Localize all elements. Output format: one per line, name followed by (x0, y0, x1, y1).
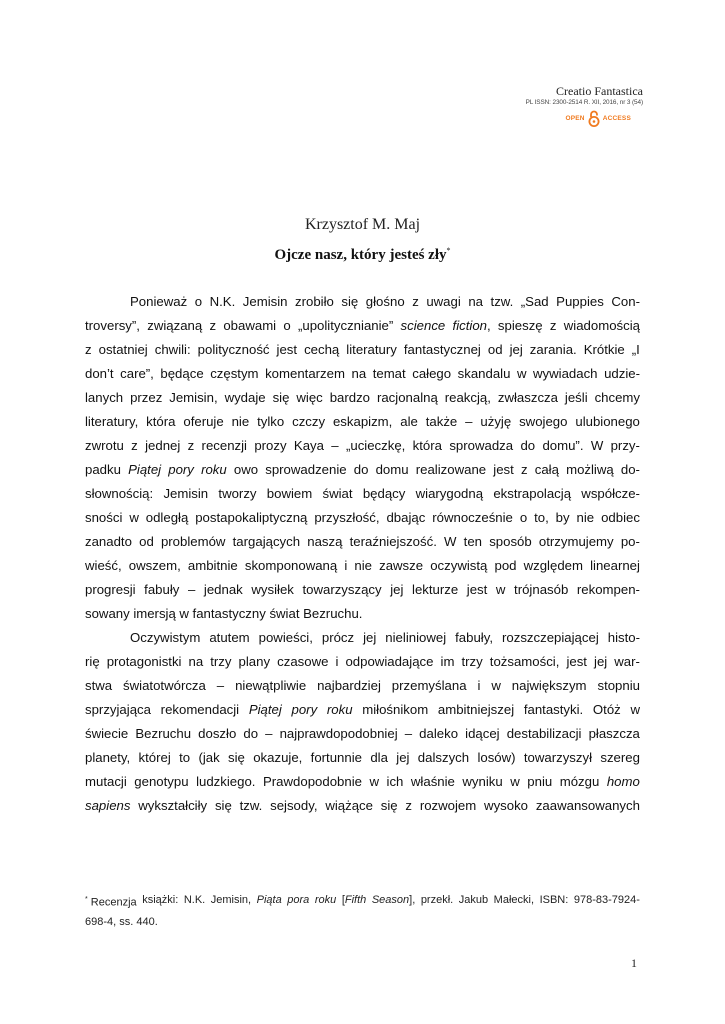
body-line: troversy”, związaną z obawami o „upolitycznianie” science fiction, spieszę z wiadomością (85, 318, 640, 333)
open-access-lock-icon (588, 110, 600, 127)
open-label: OPEN (565, 115, 585, 122)
footnote (85, 889, 640, 933)
body-line: świecie Bezruchu doszło do – najprawdopodobniej – daleko idącej destabilizacji płaszcza (85, 726, 640, 741)
article-title (0, 246, 725, 264)
body-line: stwa światotwórcza – niewątpliwie najbardziej przemyślana i w największym stopniu (85, 678, 640, 693)
body-line: słownością: Jemisin tworzy bowiem świat będący wiarygodną ekstrapolacją współcze- (85, 486, 640, 501)
body-line: progresji fabuły – jednak wysiłek towarzyszący jej lekturze jest w trójnasób rekompen- (85, 582, 640, 597)
footnote-line: * Recenzja książki: N.K. Jemisin, Piąta pora roku [Fifth Season], przekł. Jakub Małecki, ISBN: 978-83-7924- (85, 894, 640, 909)
body-line: sności w odległą postapokaliptyczną przyszłość, dbając równocześnie o to, by nie odbiec (85, 510, 640, 525)
article-body (85, 290, 640, 818)
open-access-badge[interactable] (526, 110, 643, 127)
footnote-line (85, 911, 640, 933)
footnote-text: 698-4, ss. 440. (85, 916, 158, 928)
body-line: sowany imersją w fantastyczny świat Bezruchu. (85, 606, 363, 621)
article-title-text: Ojcze nasz, który jesteś zły (274, 247, 447, 263)
body-line: wieść, owszem, ambitnie skomponowaną i nie zawsze oczywistą pod względem linearnej (85, 558, 640, 573)
body-line: planety, której to (jak się okazuje, fortunnie dla jej dalszych losów) towarzyszył szereg (85, 750, 640, 765)
body-line: lanych przez Jemisin, wydaje się więc bardzo racjonalną reakcją, zwłaszcza jeśli chcemy (85, 390, 640, 405)
page-number: 1 (631, 956, 637, 970)
body-line: padku Piątej pory roku owo sprowadzenie do domu realizowane jest z całą możliwą do- (85, 462, 640, 477)
body-line: Oczywistym atutem powieści, prócz jej nieliniowej fabuły, rozszczepiającej histo- (130, 630, 640, 645)
article-author: Krzysztof M. Maj (304, 216, 421, 233)
footnote-marker: * (85, 896, 88, 903)
body-line: Ponieważ o N.K. Jemisin zrobiło się głośno z uwagi na tzw. „Sad Puppies Con- (130, 294, 640, 309)
journal-title: Creatio Fantastica (556, 84, 643, 98)
title-footnote-marker[interactable]: * (446, 246, 451, 255)
body-line: zanadto od problemów targających naszą teraźniejszość. W ten sposób otrzymujemy po- (85, 534, 640, 549)
journal-issn: PL ISSN: 2300-2514 R. XII, 2016, nr 3 (54) (525, 99, 643, 106)
body-line: rię protagonistki na trzy plany czasowe i odpowiadające im trzy tożsamości, jest jej war- (85, 654, 640, 669)
body-line: sapiens wykształciły się tzw. sejsody, wiążące się z rozwojem wysoko zaawansowanych (85, 798, 640, 813)
journal-header (526, 84, 643, 127)
body-line: mutacji genotypu ludzkiego. Prawdopodobnie w ich właśnie wyniku w pniu mózgu homo (85, 774, 640, 789)
body-line: sprzyjająca rekomendacji Piątej pory roku miłośnikom ambitniejszej fantastyki. Otóż w (85, 702, 640, 717)
body-line: zwrotu z jednej z recenzji prozy Kaya – „ucieczkę, która sprowadza do domu”. W przy- (85, 438, 640, 453)
access-label: ACCESS (602, 115, 631, 122)
body-line: literatury, która oferuje nie tylko czczy eskapizm, ale także – użyję swojego ulubionego (85, 414, 640, 429)
body-line: z ostatniej chwili: polityczność jest cechą literatury fantastycznej od jej zarania. Krótkie „I (85, 342, 640, 357)
body-line: don’t care”, będące częstym komentarzem na temat całego skandalu w wywiadach udzie- (85, 366, 640, 381)
